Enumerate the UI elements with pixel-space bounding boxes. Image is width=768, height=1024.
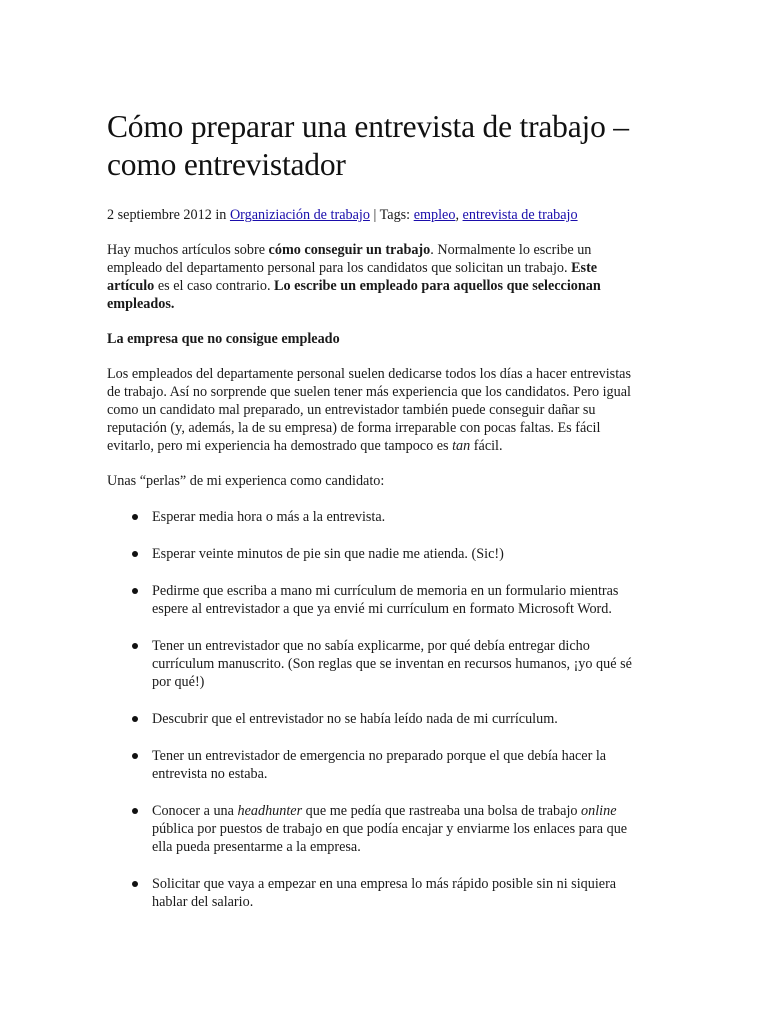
bullet-icon (132, 753, 138, 759)
list-item-text: Pedirme que escriba a mano mi currículum de memoria en un formulario mientras espere al entrevistador a que ya envié mi currículum en formato Microsoft Word. (152, 583, 619, 617)
body-text: Los empleados del departamente personal suelen dedicarse todos los días a hacer entrevistas de trabajo. Así no sorprende que suelen tener más experiencia que los candidatos. Pero igual como un candidato mal preparado, un entrevistador también puede conseguir dañar su reputación (y, además, la de su empresa) de forma irreparable con pocas faltas. Es fácil evitarlo, pero mi experiencia ha demostrado que tampoco es (107, 366, 631, 454)
list-item (107, 545, 647, 563)
list-item (107, 582, 647, 618)
article-title: Cómo preparar una entrevista de trabajo – como entrevistador (107, 109, 629, 182)
tag-link-entrevista[interactable]: entrevista de trabajo (462, 207, 578, 223)
list-item-text: pública por puestos de trabajo en que podía encajar y enviarme los enlaces para que ella pueda presentarme a la empresa. (152, 821, 628, 855)
list-item-text: que me pedía que rastreaba una bolsa de trabajo (302, 803, 582, 819)
intro-text: es el caso contrario. (154, 278, 275, 294)
body-italic: tan (452, 438, 471, 454)
list-item-text: Conocer a una (152, 803, 238, 819)
list-intro: Unas “perlas” de mi experienca como candidato: (107, 473, 385, 489)
body-text: fácil. (470, 438, 503, 454)
list-item-text: Tener un entrevistador de emergencia no preparado porque el que debía hacer la entrevista no estaba. (152, 748, 607, 782)
category-link[interactable]: Organiziación de trabajo (229, 207, 370, 223)
intro-text: Hay muchos artículos sobre (107, 242, 269, 258)
list-item (107, 710, 647, 728)
bullet-icon (132, 643, 138, 649)
tags-label: | Tags: (369, 207, 414, 223)
list-item (107, 637, 647, 691)
bullet-icon (132, 881, 138, 887)
bullet-icon (132, 551, 138, 557)
section-heading: La empresa que no consigue empleado (107, 331, 340, 347)
intro-bold: Lo escribe un empleado para aquellos que seleccionan empleados. (107, 278, 601, 312)
tag-link-empleo[interactable]: empleo (413, 207, 456, 223)
list-item-text: Tener un entrevistador que no sabía explicarme, por qué debía entregar dicho currículum manuscrito. (Son reglas que se inventan en recursos humanos, ¡yo qué sé por qué!) (152, 638, 632, 690)
bullet-icon (132, 716, 138, 722)
list-item (107, 802, 647, 856)
article (107, 108, 647, 930)
list-item-text: Descubrir que el entrevistador no se había leído nada de mi currículum. (152, 711, 558, 727)
tag-separator: , (455, 207, 463, 223)
intro-bold: Este artículo (107, 260, 598, 294)
article-date: 2 septiembre 2012 in (107, 207, 230, 223)
list-item-text: Esperar media hora o más a la entrevista. (152, 509, 386, 525)
bullet-icon (132, 514, 138, 520)
list-item-italic: online (581, 803, 617, 819)
list-item-italic: headhunter (237, 803, 303, 819)
article-meta (107, 206, 647, 224)
body-paragraph (107, 365, 647, 455)
intro-paragraph (107, 241, 647, 313)
intro-text: . Normalmente lo escribe un empleado del departamento personal para los candidatos que solicitan un trabajo. (107, 242, 592, 276)
intro-bold: cómo conseguir un trabajo (268, 242, 431, 258)
experience-list (107, 508, 647, 911)
list-item-text: Esperar veinte minutos de pie sin que nadie me atienda. (Sic!) (152, 546, 504, 562)
bullet-icon (132, 588, 138, 594)
list-item-text: Solicitar que vaya a empezar en una empresa lo más rápido posible sin ni siquiera hablar del salario. (152, 876, 617, 910)
bullet-icon (132, 808, 138, 814)
list-item (107, 508, 647, 526)
list-item (107, 747, 647, 783)
list-item (107, 875, 647, 911)
